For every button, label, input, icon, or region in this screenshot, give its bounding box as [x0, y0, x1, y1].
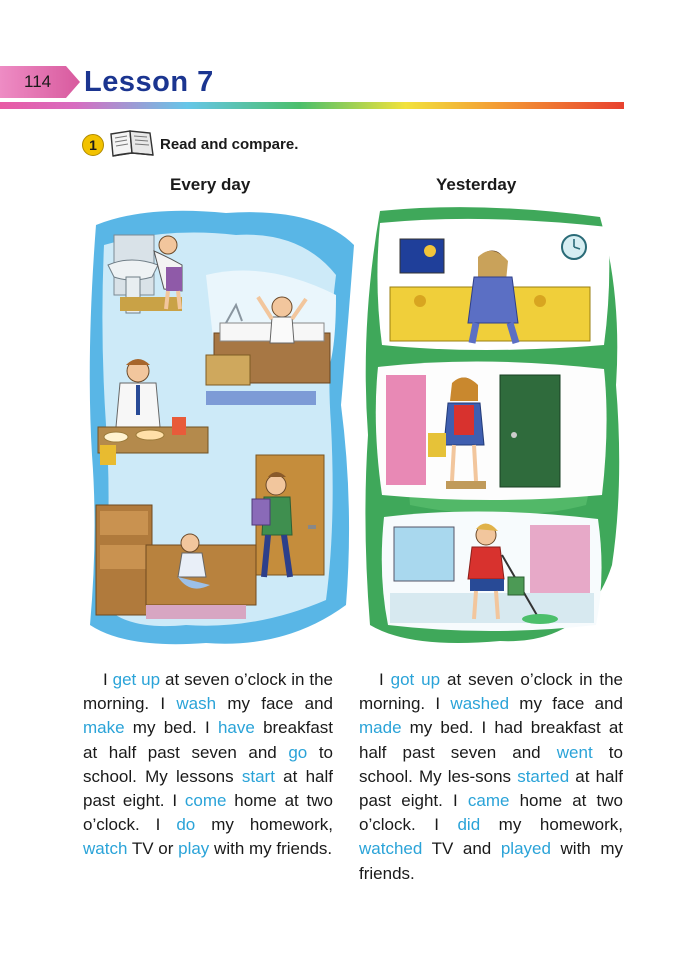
- highlighted-verb: get up: [112, 670, 161, 689]
- highlighted-verb: made: [359, 718, 402, 738]
- highlighted-verb: play: [178, 839, 210, 859]
- highlighted-verb: come: [184, 791, 227, 811]
- text-segment: with my friends.: [359, 839, 623, 883]
- yesterday-text: [359, 668, 623, 886]
- yesterday-routine-illustration: [360, 205, 624, 650]
- column-heading-yesterday: Yesterday: [436, 175, 517, 194]
- highlighted-verb: have: [217, 718, 255, 738]
- everyday-paragraph: [83, 668, 333, 862]
- highlighted-verb: do: [176, 815, 196, 835]
- yesterday-paragraph: [359, 668, 623, 886]
- text-segment: my bed. I had breakfast at half past seven and: [359, 718, 623, 762]
- text-segment: my bed. I: [124, 718, 218, 738]
- text-segment: at seven o’clock in the morning. I: [359, 670, 624, 714]
- text-segment: my homework,: [480, 815, 624, 835]
- text-segment: TV or: [127, 839, 179, 859]
- text-segment: at seven o’clock in the morning. I: [83, 670, 334, 714]
- text-segment: home at two o’clock. I: [359, 791, 623, 835]
- everyday-text: [83, 668, 333, 862]
- text-segment: I: [103, 670, 113, 689]
- everyday-routine-illustration: [86, 205, 356, 650]
- rainbow-divider: [0, 102, 624, 109]
- text-segment: my homework,: [195, 815, 333, 835]
- highlighted-verb: watched: [359, 839, 423, 859]
- highlighted-verb: got up: [390, 670, 441, 689]
- text-segment: to school. My les-sons: [359, 742, 623, 786]
- text-segment: with my friends.: [209, 839, 333, 859]
- highlighted-verb: did: [457, 815, 481, 835]
- text-segment: my face and: [509, 694, 624, 714]
- lesson-title: Lesson 7: [84, 66, 214, 98]
- text-segment: TV and: [422, 839, 501, 859]
- text-segment: to school. My lessons: [83, 742, 334, 786]
- task-instruction: Read and compare.: [160, 136, 299, 153]
- highlighted-verb: started: [517, 766, 570, 786]
- text-segment: at half past eight. I: [359, 766, 623, 811]
- text-segment: breakfast at half past seven and: [83, 718, 333, 762]
- highlighted-verb: wash: [176, 694, 217, 714]
- text-segment: I: [379, 670, 391, 689]
- highlighted-verb: played: [500, 839, 551, 859]
- column-heading-every-day: Every day: [170, 175, 251, 194]
- highlighted-verb: watch: [83, 839, 128, 859]
- text-segment: at half past eight. I: [83, 766, 333, 811]
- highlighted-verb: go: [288, 742, 308, 762]
- highlighted-verb: washed: [450, 694, 510, 714]
- text-segment: home at two o’clock. I: [83, 791, 333, 835]
- highlighted-verb: make: [83, 718, 125, 738]
- page-number: 114: [24, 72, 52, 91]
- highlighted-verb: start: [241, 766, 275, 786]
- task-number: 1: [89, 137, 97, 153]
- text-segment: my face and: [216, 694, 334, 714]
- highlighted-verb: came: [467, 791, 510, 811]
- book-icon: [108, 128, 156, 158]
- highlighted-verb: went: [556, 742, 593, 762]
